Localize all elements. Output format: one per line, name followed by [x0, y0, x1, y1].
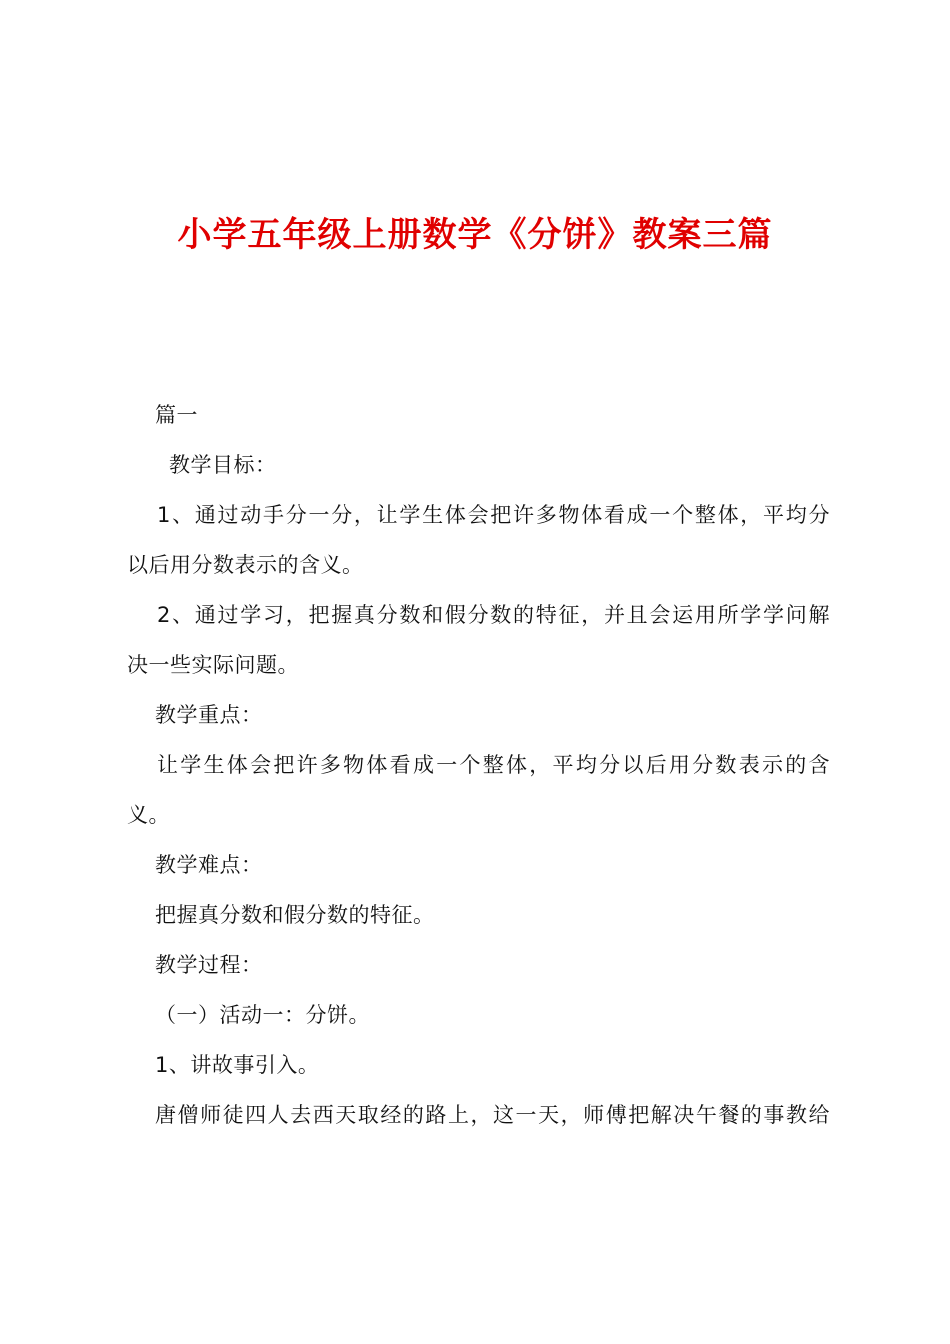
step-1-heading: 1、讲故事引入。 [155, 1053, 320, 1077]
section-heading: 篇一 [155, 403, 198, 427]
activity-one-heading: （一）活动一：分饼。 [155, 1003, 370, 1027]
difficulty-heading: 教学难点： [155, 853, 263, 877]
objectives-heading: 教学目标： [169, 453, 277, 477]
objective-1-line-1: 1、通过动手分一分，让学生体会把许多物体看成一个整体，平均分 [157, 503, 830, 527]
key-point-line-1: 让学生体会把许多物体看成一个整体，平均分以后用分数表示的含 [157, 753, 830, 777]
process-heading: 教学过程： [155, 953, 263, 977]
key-point-heading: 教学重点： [155, 703, 263, 727]
key-point-line-2: 义。 [127, 803, 170, 827]
document-title: 小学五年级上册数学《分饼》教案三篇 [177, 215, 773, 255]
objective-2-line-2: 决一些实际问题。 [127, 653, 299, 677]
objective-1-line-2: 以后用分数表示的含义。 [127, 553, 364, 577]
story-text-line-1: 唐僧师徒四人去西天取经的路上，这一天，师傅把解决午餐的事教给 [155, 1103, 830, 1127]
document-body [127, 390, 830, 1140]
objective-2-line-1: 2、通过学习，把握真分数和假分数的特征，并且会运用所学学问解 [157, 603, 830, 627]
difficulty-text: 把握真分数和假分数的特征。 [155, 903, 435, 927]
